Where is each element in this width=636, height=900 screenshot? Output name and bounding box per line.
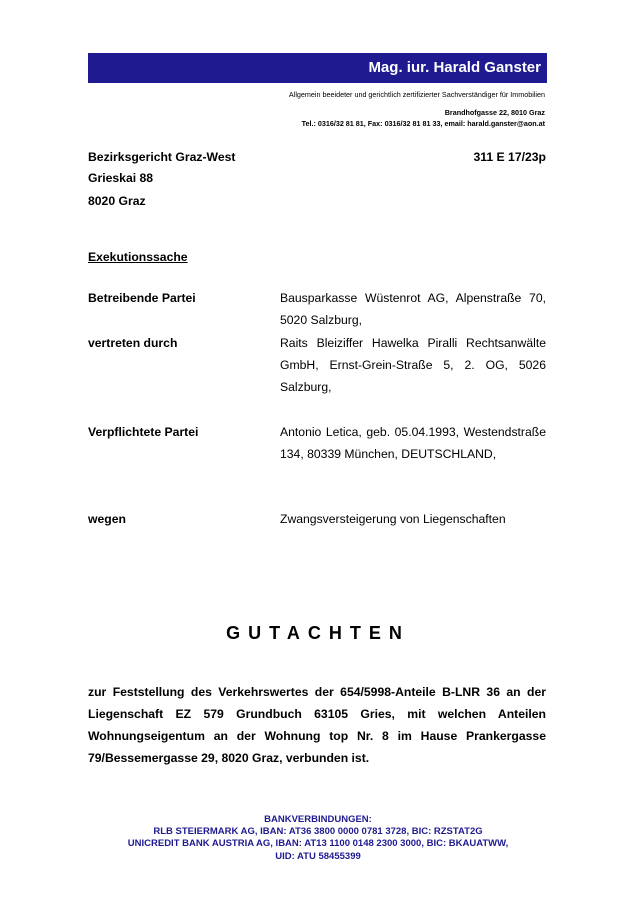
uid-line: UID: ATU 58455399 [275, 850, 361, 862]
recipient-line-1: Bezirksgericht Graz-West [88, 150, 236, 164]
party-value-plaintiff: Bausparkasse Wüstenrot AG, Alpenstraße 70, 5020 Salzburg, [280, 291, 546, 327]
party-label-reason: wegen [88, 512, 126, 526]
letterhead-banner [88, 53, 547, 83]
party-label-plaintiff: Betreibende Partei [88, 291, 196, 305]
recipient-line-3: 8020 Graz [88, 194, 146, 208]
expert-contact: Tel.: 0316/32 81 81, Fax: 0316/32 81 81 33, email: harald.ganster@aon.at [301, 119, 545, 128]
party-value-representative: Raits Bleiziffer Hawelka Piralli Rechtsanwälte GmbH, Ernst-Grein-Straße 5, 2. OG, 5026 Salzburg, [280, 336, 546, 394]
report-purpose: zur Feststellung des Verkehrswertes der 654/5998-Anteile B-LNR 36 an der Liegenschaft EZ 579 Grundbuch 63105 Gries, mit welchen Anteilen Wohnungseigentum an der Wohnung top Nr. 8 im Hause Prankergasse 79/Bessemergasse 29, 8020 Graz, verbunden ist. [88, 685, 546, 765]
party-value-reason: Zwangsversteigerung von Liegenschaften [280, 512, 506, 526]
recipient-line-2: Grieskai 88 [88, 171, 154, 185]
bank-footer [0, 814, 636, 863]
bank-heading: BANKVERBINDUNGEN: [264, 814, 372, 825]
bank-line-2: UNICREDIT BANK AUSTRIA AG, IBAN: AT13 1100 0148 2300 3000, BIC: BKAUATWW, [127, 838, 509, 850]
party-value-defendant: Antonio Letica, geb. 05.04.1993, Westendstraße 134, 80339 München, DEUTSCHLAND, [280, 425, 546, 461]
matter-heading: Exekutionssache [88, 250, 188, 264]
party-label-representative: vertreten durch [88, 336, 178, 350]
document-title: GUTACHTEN [226, 623, 410, 643]
expert-subtitle: Allgemein beeideter und gerichtlich zertifizierter Sachverständiger für Immobilien [288, 90, 545, 99]
party-label-defendant: Verpflichtete Partei [88, 425, 199, 439]
expert-address: Brandhofgasse 22, 8010 Graz [444, 108, 545, 117]
expert-name: Mag. iur. Harald Ganster [368, 59, 541, 76]
bank-line-1: RLB STEIERMARK AG, IBAN: AT36 3800 0000 0781 3728, BIC: RZSTAT2G [153, 826, 483, 838]
case-number: 311 E 17/23p [473, 150, 546, 164]
